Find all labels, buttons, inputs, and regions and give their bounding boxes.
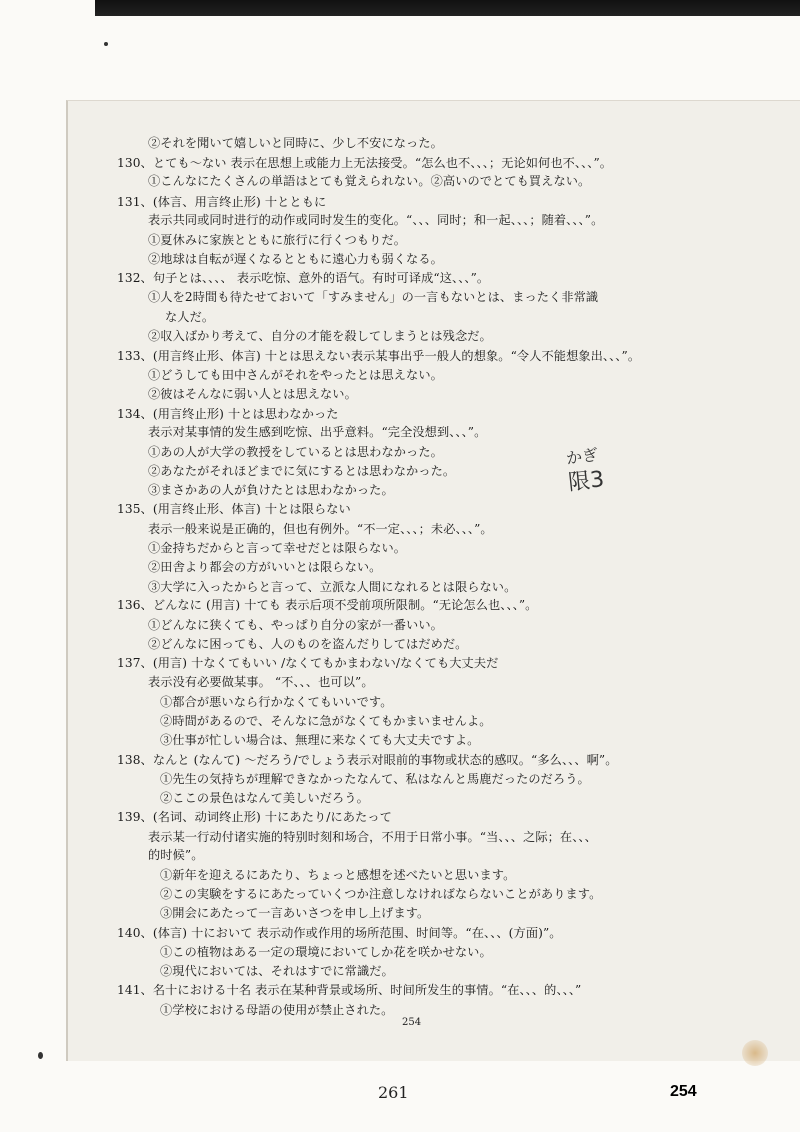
- text-line: 表示一般来说是正确的，但也有例外。“不一定、、、；未必、、、”。: [148, 521, 493, 536]
- text-line: ③大学に入ったからと言って、立派な人間になれるとは限らない。: [148, 579, 517, 594]
- text-line: 133、(用言终止形、体言) 十とは思えない表示某事出乎一般人的想象。“令人不能想象出、、、”。: [117, 348, 641, 363]
- text-line: ②どんなに困っても、人のものを盗んだりしてはだめだ。: [148, 637, 468, 652]
- text-line: 134、(用言终止形) 十とは思わなかった: [117, 406, 339, 421]
- text-line: 138、なんと (なんて) ～だろう/でしょう表示对眼前的事物或状态的感叹。“多么、、、啊”。: [117, 752, 618, 767]
- text-line: ①先生の気持ちが理解できなかったなんて、私はなんと馬鹿だったのだろう。: [160, 772, 590, 787]
- text-line: ②それを聞いて嬉しいと同時に、少し不安になった。: [148, 136, 443, 150]
- text-line: ②現代においては、それはすでに常識だ。: [160, 963, 394, 978]
- text-line: ①学校における母語の使用が禁止された。: [160, 1002, 394, 1017]
- text-line: 表示某一行动付诸实施的特别时刻和场合，不用于日常小事。“当、、、之际；在、、、: [148, 829, 597, 844]
- text-line: ①夏休みに家族とともに旅行に行くつもりだ。: [148, 232, 407, 247]
- text-line: ②地球は自転が遅くなるとともに遠心力も弱くなる。: [148, 252, 443, 267]
- text-line: 表示没有必要做某事。 “不、、、也可以”。: [148, 675, 374, 690]
- text-line: 131、(体言、用言终止形) 十とともに: [117, 194, 327, 209]
- text-line: な人だ。: [165, 309, 215, 324]
- inner-page-number: 254: [402, 1017, 422, 1028]
- text-line: 表示对某事情的发生感到吃惊、出乎意料。“完全没想到、、、”。: [148, 425, 487, 440]
- text-line: ①あの人が大学の教授をしているとは思わなかった。: [148, 444, 443, 459]
- text-line: 139、(名词、动词终止形) 十にあたり/にあたって: [117, 810, 392, 825]
- text-line: 140、(体言) 十において 表示动作或作用的场所范围、时间等。“在、、、(方面)”。: [117, 925, 562, 940]
- footer-corner-number: 254: [670, 1083, 697, 1100]
- text-line: 132、句子とは、、、、 表示吃惊、意外的语气。有时可译成“这、、、”。: [117, 270, 490, 285]
- stain-mark: [742, 1040, 768, 1066]
- text-line: 表示共同或同时进行的动作或同时发生的变化。“、、、同时；和一起、、、；随着、、、”。: [148, 213, 604, 228]
- text-line: ③仕事が忙しい場合は、無理に来なくても大丈夫ですよ。: [160, 733, 480, 748]
- text-line: ②あなたがそれほどまでに気にするとは思わなかった。: [148, 464, 456, 479]
- text-line: ②彼はそんなに弱い人とは思えない。: [148, 387, 357, 402]
- footer-page-number: 261: [378, 1083, 409, 1102]
- handwritten-note-line1: かぎ: [564, 444, 600, 469]
- handwritten-note: [566, 444, 636, 500]
- text-line: ①この植物はある一定の環境においてしか花を咲かせない。: [160, 945, 492, 960]
- handwritten-note-line2: 限3: [567, 467, 606, 496]
- text-line: 141、名十における十名 表示在某种背景或场所、时间所发生的事情。“在、、、的、、、”: [117, 983, 582, 998]
- text-line: 的时候”。: [148, 848, 204, 863]
- text-line: 135、(用言终止形、体言) 十とは限らない: [117, 502, 351, 517]
- text-line: ③開会にあたって一言あいさつを申し上げます。: [160, 906, 430, 921]
- text-line: ②ここの景色はなんて美しいだろう。: [160, 790, 369, 805]
- text-line: ③まさかあの人が負けたとは思わなかった。: [148, 482, 394, 497]
- text-line: ②田舎より都会の方がいいとは限らない。: [148, 560, 382, 575]
- text-line: ②この実験をするにあたっていくつか注意しなければならないことがあります。: [160, 887, 602, 902]
- dust-speck: [104, 42, 108, 46]
- text-line: 136、どんなに (用言) 十ても 表示后项不受前项所限制。“无论怎么也、、、”。: [117, 598, 538, 613]
- text-line: ①どんなに狭くても、やっぱり自分の家が一番いい。: [148, 617, 443, 632]
- text-line: ①こんなにたくさんの単語はとても覚えられない。②高いのでとても買えない。: [148, 174, 591, 189]
- text-line: 137、(用言) 十なくてもいい /なくてもかまわない/なくても大丈夫だ: [117, 655, 499, 670]
- text-line: ②収入ばかり考えて、自分の才能を殺してしまうとは残念だ。: [148, 329, 492, 344]
- text-line: ①人を2時間も待たせておいて「すみません」の一言もないとは、まったく非常識: [148, 290, 599, 305]
- text-line: ①新年を迎えるにあたり、ちょっと感想を述べたいと思います。: [160, 867, 516, 882]
- text-line: ②時間があるので、そんなに急がなくてもかまいませんよ。: [160, 714, 492, 729]
- text-line: 130、とても～ない 表示在思想上或能力上无法接受。“怎么也不、、、；无论如何也不、、、”。: [117, 155, 613, 170]
- text-line: ①どうしても田中さんがそれをやったとは思えない。: [148, 367, 443, 382]
- text-line: ①都合が悪いなら行かなくてもいいです。: [160, 694, 393, 709]
- dust-speck: [38, 1052, 43, 1059]
- text-line: ①金持ちだからと言って幸せだとは限らない。: [148, 540, 407, 555]
- scan-top-edge: [95, 0, 800, 16]
